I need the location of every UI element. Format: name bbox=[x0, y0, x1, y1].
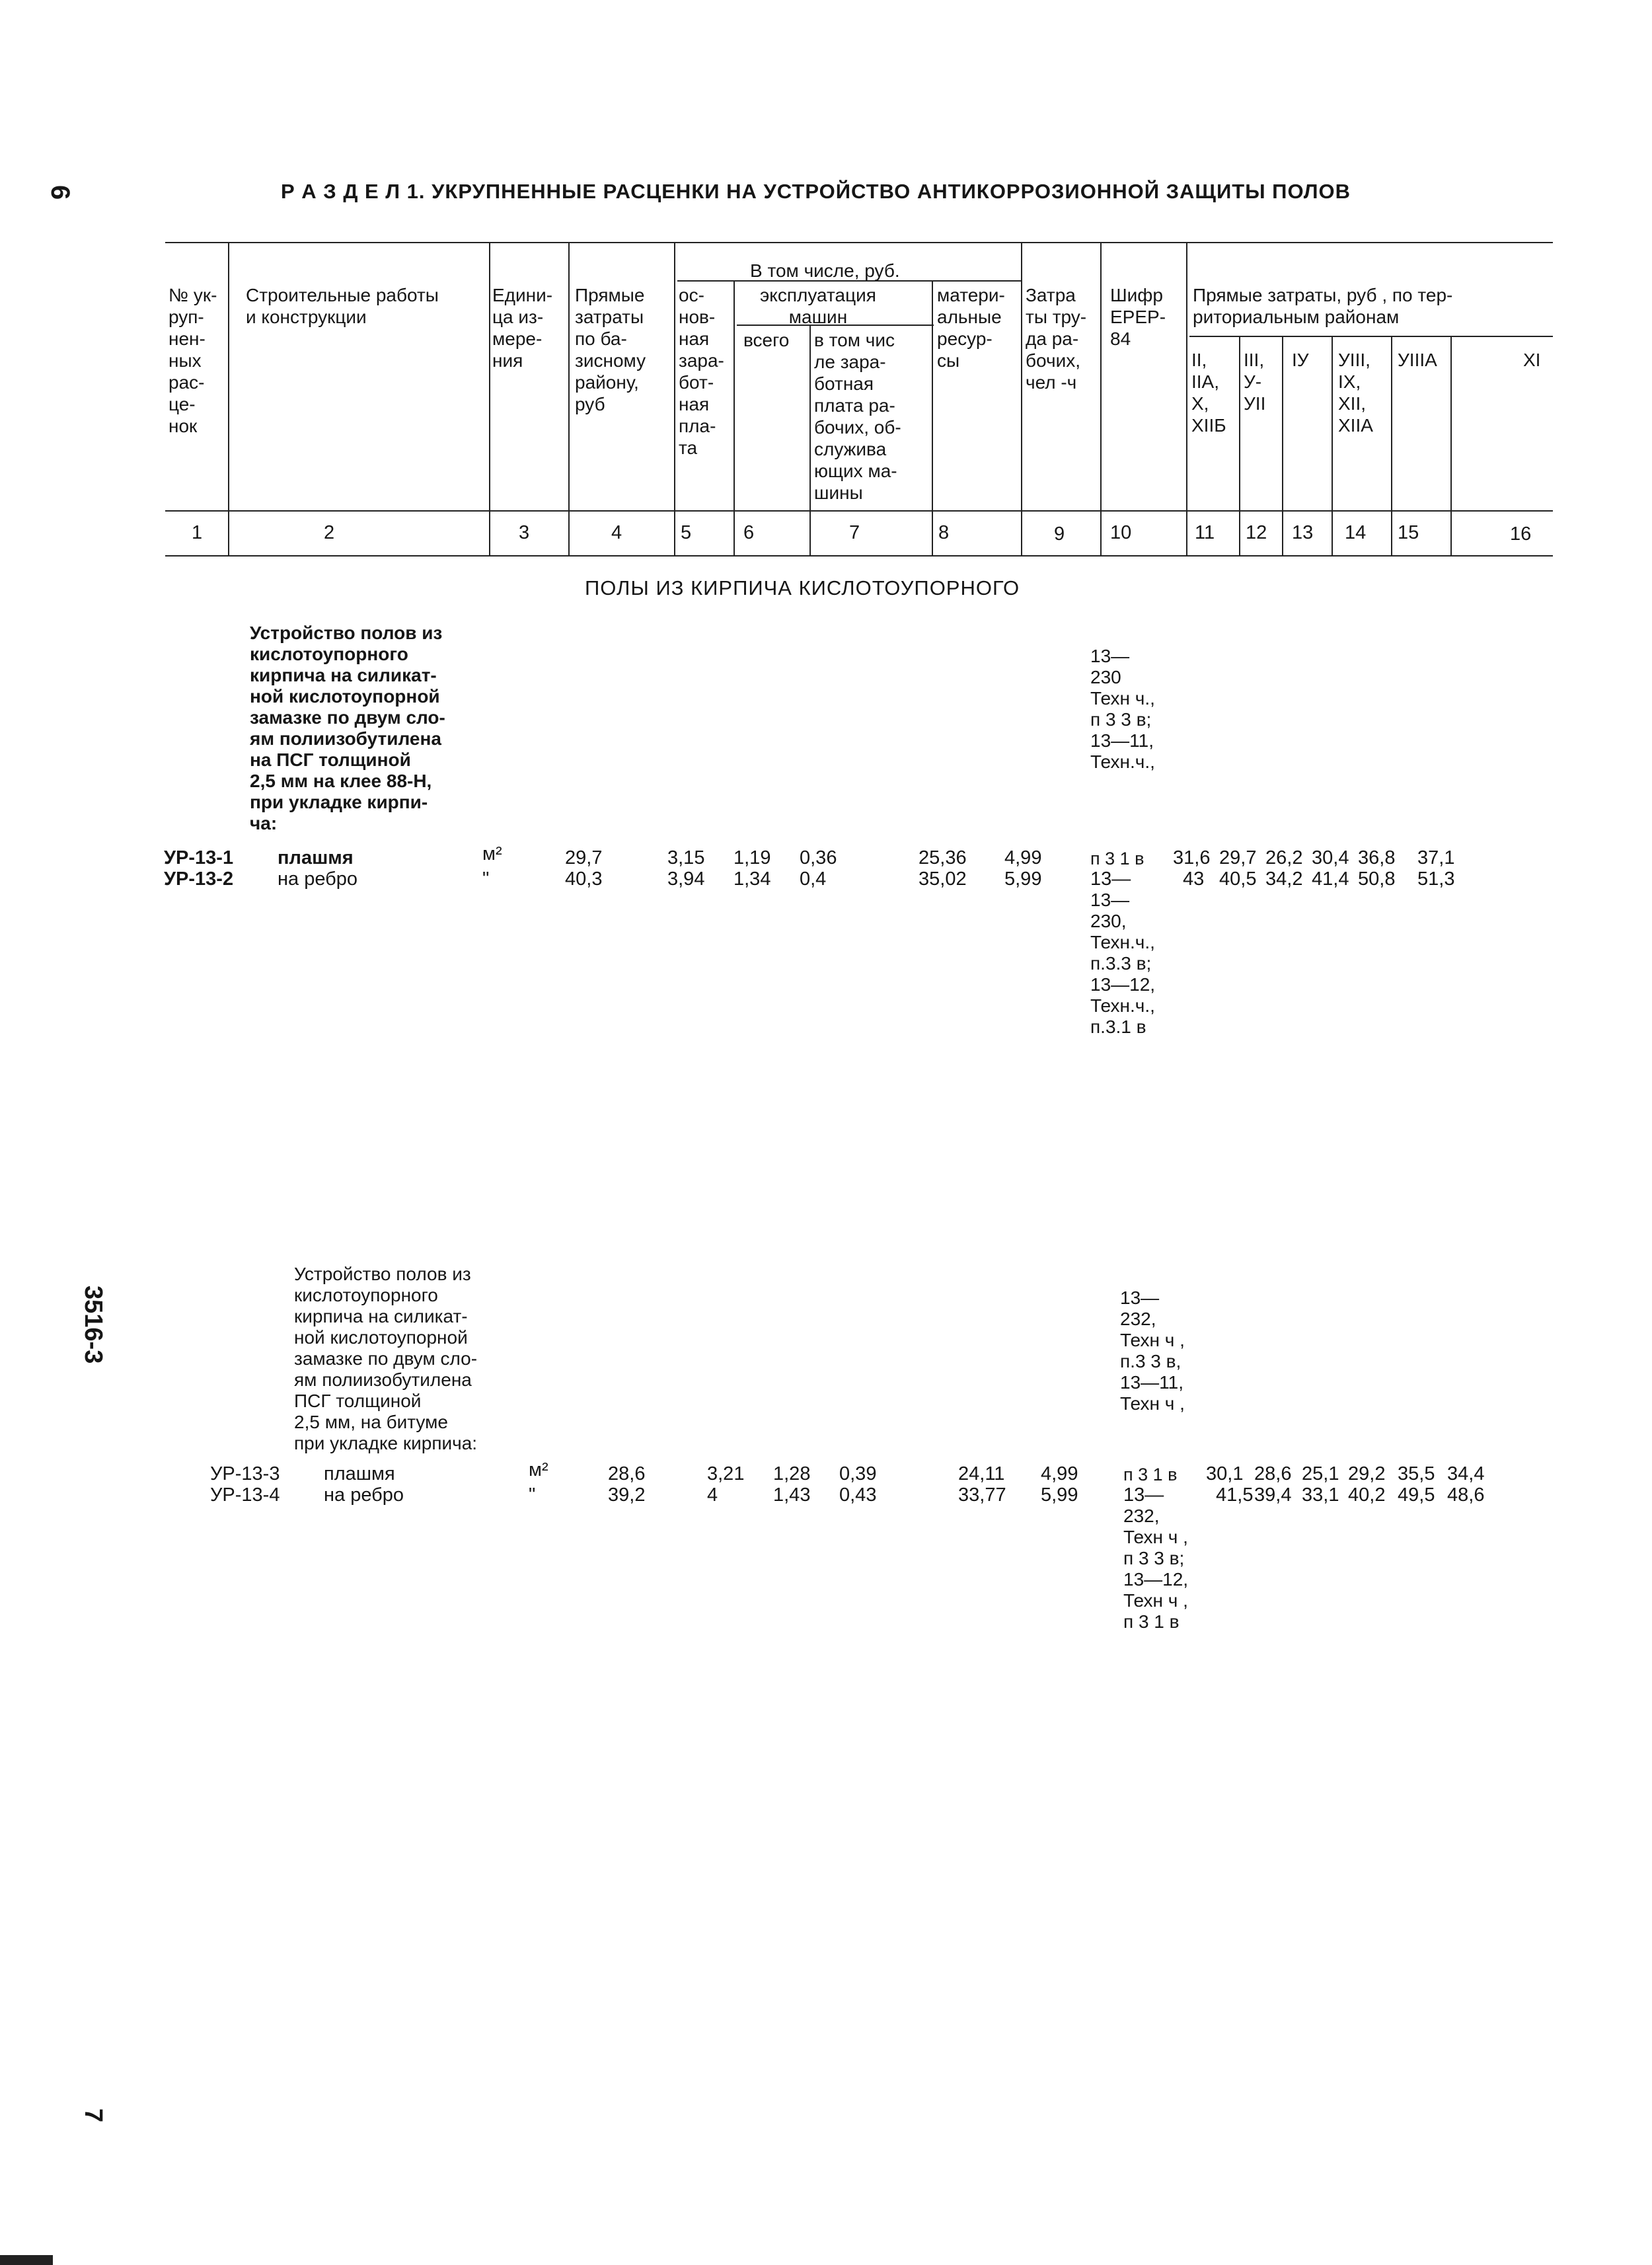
col-number: 7 bbox=[849, 522, 860, 543]
vrule bbox=[1450, 336, 1452, 555]
col-number: 6 bbox=[743, 522, 755, 543]
rate-code: УР-13-2 bbox=[164, 868, 234, 890]
work-name: на ребро bbox=[278, 868, 357, 890]
col-head-labor: Затра ты тру- да ра- бочих, чел -ч bbox=[1026, 285, 1087, 393]
direct-cost: 29,7 bbox=[565, 847, 603, 868]
terr-15: 36,8 bbox=[1358, 847, 1396, 868]
machine-total: 1,34 bbox=[733, 868, 771, 890]
col-head-cipher: Шифр ЕРЕР- 84 bbox=[1110, 285, 1166, 349]
terr-16: 37,1 bbox=[1417, 847, 1455, 868]
col-head-materials: матери- альные ресур- сы bbox=[937, 285, 1005, 371]
col-head-t12: III, У- УII bbox=[1244, 350, 1266, 414]
terr-16: 48,6 bbox=[1447, 1484, 1485, 1506]
vrule bbox=[809, 325, 811, 555]
col-number: 5 bbox=[681, 522, 692, 543]
terr-14: 29,2 bbox=[1348, 1463, 1386, 1484]
cipher: п 3 1 в bbox=[1123, 1465, 1178, 1484]
rate-code: УР-13-4 bbox=[210, 1484, 280, 1506]
labor: 5,99 bbox=[1004, 868, 1042, 890]
machine-total: 1,28 bbox=[773, 1463, 811, 1484]
labor: 4,99 bbox=[1041, 1463, 1078, 1484]
col-head-direct: Прямые затраты по ба- зисному району, руб bbox=[575, 285, 646, 414]
page-number-top: 6 bbox=[46, 185, 75, 200]
work-name: плашмя bbox=[324, 1463, 395, 1484]
base-wage: 3,94 bbox=[667, 868, 705, 890]
base-wage: 3,15 bbox=[667, 847, 705, 868]
terr-13: 25,1 bbox=[1302, 1463, 1339, 1484]
col-number: 14 bbox=[1345, 522, 1367, 543]
side-code: 3516-3 bbox=[79, 1286, 107, 1364]
block-description: Устройство полов из кислотоупорного кирпича на силикат- ной кислотоупорной замазке по двум сло- ям полиизобутилена на ПСГ толщиной 2,5 мм на клее 88-Н, при укладке кирпи- ча: bbox=[250, 623, 445, 833]
vrule bbox=[489, 242, 490, 555]
col-number: 15 bbox=[1398, 522, 1419, 543]
direct-cost: 39,2 bbox=[608, 1484, 646, 1506]
col-number: 3 bbox=[519, 522, 530, 543]
col-number: 2 bbox=[324, 522, 335, 543]
unit: м² bbox=[482, 843, 502, 864]
col-head-t11: II, IIA, X, XIIБ bbox=[1191, 350, 1226, 436]
unit: м² bbox=[529, 1459, 548, 1480]
terr-14: 41,4 bbox=[1312, 868, 1349, 890]
materials: 24,11 bbox=[958, 1463, 1005, 1484]
terr-12: 29,7 bbox=[1219, 847, 1257, 868]
col-number: 9 bbox=[1054, 523, 1065, 545]
vrule bbox=[1282, 336, 1283, 555]
cipher-note: 13— 230 Техн ч., п 3 3 в; 13—11, Техн.ч., bbox=[1090, 646, 1155, 772]
work-name: на ребро bbox=[324, 1484, 404, 1506]
vrule bbox=[932, 280, 933, 555]
col-head-group-mach: эксплуатация машин bbox=[760, 285, 876, 327]
cipher: п 3 1 в bbox=[1090, 849, 1145, 868]
vrule bbox=[228, 242, 229, 555]
terr-13: 26,2 bbox=[1265, 847, 1303, 868]
terr-11: 31,6 bbox=[1173, 847, 1211, 868]
page-number-bottom: 7 bbox=[79, 2108, 107, 2123]
cipher-note: 13— 232, Техн ч , п.3 3 в, 13—11, Техн ч , bbox=[1120, 1287, 1185, 1414]
terr-14: 30,4 bbox=[1312, 847, 1349, 868]
unit: " bbox=[529, 1484, 536, 1506]
block-description: Устройство полов из кислотоупорного кирпича на силикат- ной кислотоупорной замазке по двум сло- ям полиизобутилена ПСГ толщиной 2,5 мм, на битуме при укладке кирпича: bbox=[294, 1264, 478, 1453]
machine-wage: 0,4 bbox=[800, 868, 827, 890]
terr-16: 34,4 bbox=[1447, 1463, 1485, 1484]
terr-15: 35,5 bbox=[1398, 1463, 1435, 1484]
col-head-group-incl: В том числе, руб. bbox=[750, 260, 900, 281]
cipher-note: 13— 230, Техн.ч., п.3.3 в; 13—12, Техн.ч., п.3.1 в bbox=[1090, 890, 1156, 1037]
col-head-mach-wage: в том чис ле зара- ботная плата ра- бочих, об- служива ющих ма- шины bbox=[814, 330, 901, 503]
col-number: 4 bbox=[611, 522, 622, 543]
header-bottom-rule bbox=[165, 510, 1553, 512]
machine-total: 1,43 bbox=[773, 1484, 811, 1506]
terr-11: 30,1 bbox=[1206, 1463, 1244, 1484]
terr-13: 34,2 bbox=[1265, 868, 1303, 890]
terr-12: 28,6 bbox=[1254, 1463, 1292, 1484]
vrule bbox=[568, 242, 570, 555]
terr-14: 40,2 bbox=[1348, 1484, 1386, 1506]
col-head-unit: Едини- ца из- мере- ния bbox=[492, 285, 553, 371]
vrule bbox=[674, 242, 675, 555]
cipher-note: 232, Техн ч , п 3 3 в; 13—12, Техн ч , п 3 1 в bbox=[1123, 1506, 1189, 1632]
unit: " bbox=[482, 868, 490, 890]
col-number: 11 bbox=[1195, 522, 1215, 543]
col-head-code: № ук- руп- нен- ных рас- це- нок bbox=[169, 285, 217, 436]
vrule bbox=[1332, 336, 1333, 555]
vrule bbox=[1100, 242, 1102, 555]
labor: 4,99 bbox=[1004, 847, 1042, 868]
scan-edge-mark bbox=[0, 2255, 53, 2265]
labor: 5,99 bbox=[1041, 1484, 1078, 1506]
col-number: 16 bbox=[1510, 523, 1532, 545]
machine-wage: 0,43 bbox=[839, 1484, 877, 1506]
col-number: 8 bbox=[938, 522, 950, 543]
base-wage: 4 bbox=[707, 1484, 718, 1506]
col-head-group-terr: Прямые затраты, руб , по тер- риториальным районам bbox=[1193, 285, 1453, 327]
section-heading: ПОЛЫ ИЗ КИРПИЧА КИСЛОТОУПОРНОГО bbox=[585, 576, 1020, 599]
work-name: плашмя bbox=[278, 847, 354, 868]
colnum-bottom-rule bbox=[165, 555, 1553, 557]
col-head-t14: УIII, IX, XII, XIIA bbox=[1338, 350, 1373, 436]
col-head-mach-total: всего bbox=[743, 330, 790, 350]
cipher: 13— bbox=[1090, 868, 1131, 890]
vrule bbox=[1239, 336, 1240, 555]
terr-12: 39,4 bbox=[1254, 1484, 1292, 1506]
rate-code: УР-13-3 bbox=[210, 1463, 280, 1484]
machine-total: 1,19 bbox=[733, 847, 771, 868]
terr-11: 41,5 bbox=[1216, 1484, 1254, 1506]
materials: 35,02 bbox=[919, 868, 967, 890]
terr-12: 40,5 bbox=[1219, 868, 1257, 890]
col-number: 1 bbox=[192, 522, 203, 543]
materials: 25,36 bbox=[919, 847, 967, 868]
direct-cost: 40,3 bbox=[565, 868, 603, 890]
terr-13: 33,1 bbox=[1302, 1484, 1339, 1506]
page-title: Р А З Д Е Л 1. УКРУПНЕННЫЕ РАСЦЕНКИ НА УСТРОЙСТВО АНТИКОРРОЗИОННОЙ ЗАЩИТЫ ПОЛОВ bbox=[281, 180, 1351, 203]
col-number: 10 bbox=[1110, 522, 1132, 543]
vrule bbox=[1186, 242, 1187, 555]
col-head-t15: УIIIA bbox=[1398, 350, 1437, 370]
col-head-work: Строительные работы и конструкции bbox=[246, 285, 439, 327]
header-top-rule bbox=[165, 242, 1553, 243]
terr-16: 51,3 bbox=[1417, 868, 1455, 890]
machine-wage: 0,36 bbox=[800, 847, 837, 868]
cipher: 13— bbox=[1123, 1484, 1164, 1506]
vrule bbox=[1021, 242, 1022, 555]
col-head-t13: IУ bbox=[1292, 350, 1309, 370]
terr-11: 43 bbox=[1183, 868, 1205, 890]
vrule bbox=[733, 280, 735, 555]
vrule bbox=[1391, 336, 1392, 555]
col-head-wage: ос- нов- ная зара- бот- ная пла- та bbox=[679, 285, 724, 458]
col-head-t16: XI bbox=[1523, 350, 1541, 370]
rate-code: УР-13-1 bbox=[164, 847, 234, 868]
base-wage: 3,21 bbox=[707, 1463, 745, 1484]
machine-wage: 0,39 bbox=[839, 1463, 877, 1484]
col-number: 12 bbox=[1246, 522, 1267, 543]
direct-cost: 28,6 bbox=[608, 1463, 646, 1484]
terr-15: 50,8 bbox=[1358, 868, 1396, 890]
rule-terr bbox=[1189, 336, 1553, 337]
terr-15: 49,5 bbox=[1398, 1484, 1435, 1506]
col-number: 13 bbox=[1292, 522, 1314, 543]
materials: 33,77 bbox=[958, 1484, 1006, 1506]
